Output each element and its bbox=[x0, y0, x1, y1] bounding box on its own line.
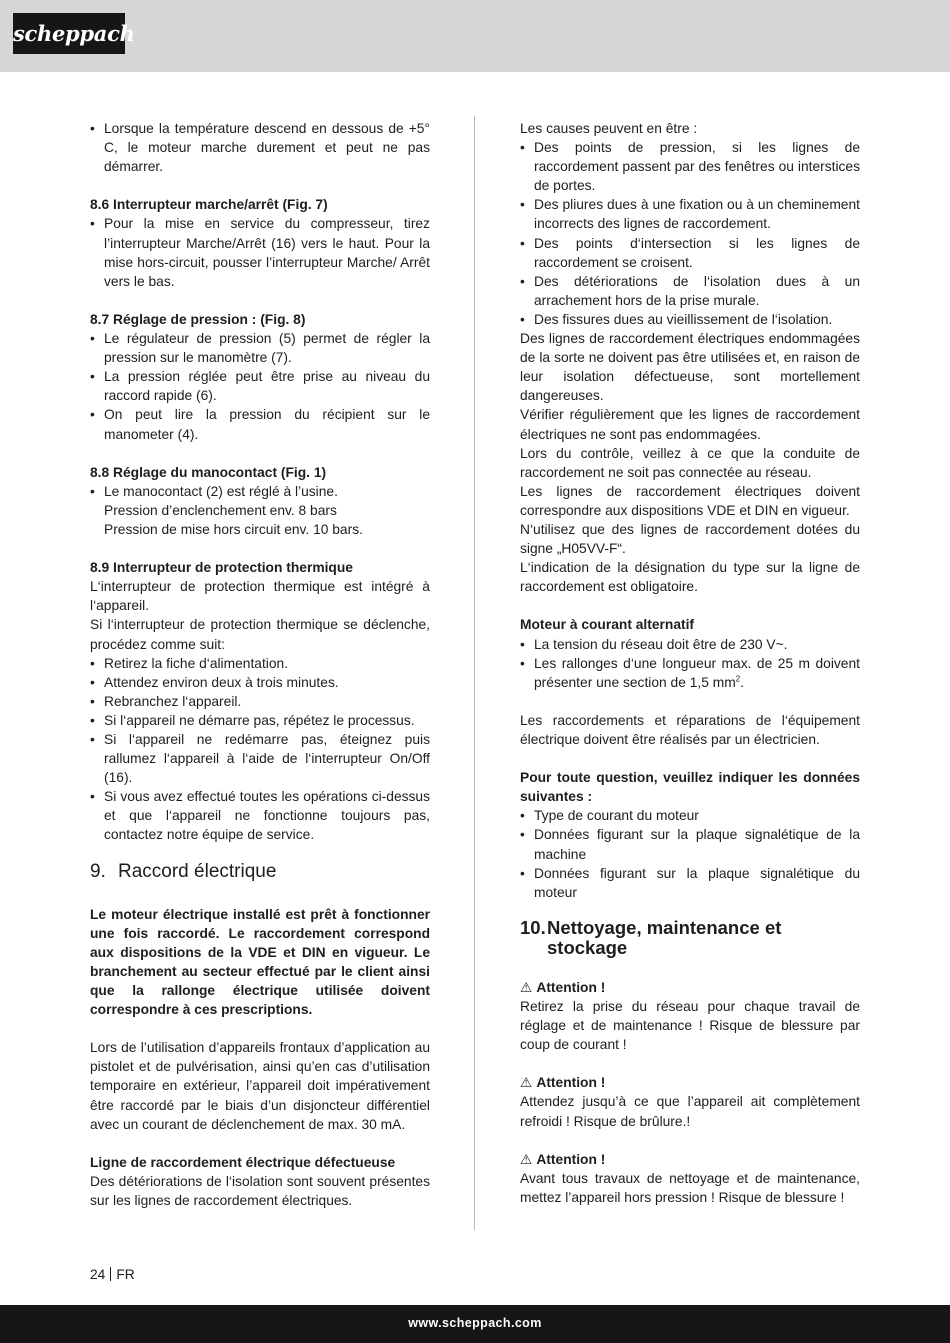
defect-line-paragraph: Des détériorations de l‘isolation sont souvent présentes sur les lignes de raccordement électriques. bbox=[90, 1173, 430, 1208]
section-8-7-list bbox=[90, 329, 430, 444]
warning-heading bbox=[520, 978, 860, 997]
warning-triangle-icon: ⚠ bbox=[520, 979, 533, 995]
conformity-paragraph: Les lignes de raccordement électriques doivent correspondre aux dispositions VDE et DIN en vigueur. bbox=[520, 483, 860, 518]
list-item: • Attendez environ deux à trois minutes. bbox=[90, 673, 430, 692]
pressure-off-text: Pression de mise hors circuit env. 10 bars. bbox=[104, 521, 363, 537]
electrician-paragraph: Les raccordements et réparations de l‘équipement électrique doivent être réalisés par un électricien. bbox=[520, 712, 860, 747]
list-item: • Données figurant sur la plaque signalétique de la machine bbox=[520, 825, 860, 863]
page-footer bbox=[0, 1305, 950, 1343]
warning-text: Retirez la prise du réseau pour chaque travail de réglage et de maintenance ! Risque de blessure par coup de courant ! bbox=[520, 998, 860, 1053]
list-item: • Pour la mise en service du compresseur, tirez l’interrupteur Marche/Arrêt (16) vers le haut. Pour la mise hors-circuit, pousser l’interrupteur Marche/ Arrêt vers le bas. bbox=[90, 214, 430, 290]
warning-title: Attention ! bbox=[536, 1075, 606, 1091]
list-item: • Des points de pression, si les lignes de raccordement passent par des fenêtres ou interstices de portes. bbox=[520, 138, 860, 195]
pressure-on-text: Pression d’enclenchement env. 8 bars bbox=[104, 502, 337, 518]
section-title-10 bbox=[520, 918, 860, 958]
warning-triangle-icon: ⚠ bbox=[520, 1075, 533, 1091]
section-heading-8-9: 8.9 Interrupteur de protection thermique bbox=[90, 560, 353, 576]
question-heading: Pour toute question, veuillez indiquer les données suivantes : bbox=[520, 770, 860, 805]
section-title-9 bbox=[90, 861, 430, 883]
type-label-paragraph: L‘indication de la désignation du type sur la ligne de raccordement est obligatoire. bbox=[520, 560, 860, 595]
list-item: • La tension du réseau doit être de 230 V~. bbox=[520, 635, 860, 654]
section-title-text: Nettoyage, maintenance et stockage bbox=[547, 916, 782, 958]
website-link[interactable]: www.scheppach.com bbox=[408, 1316, 542, 1330]
list-item: • Si l‘appareil ne redémarre pas, éteignez puis rallumez l‘appareil à l‘aide de l‘interrupteur On/Off (16). bbox=[90, 730, 430, 787]
list-item: • Données figurant sur la plaque signalétique du moteur bbox=[520, 864, 860, 902]
section-8-6-list bbox=[90, 214, 430, 290]
section-number: 10. bbox=[520, 916, 546, 938]
section-heading-8-8: 8.8 Réglage du manocontact (Fig. 1) bbox=[90, 464, 327, 480]
causes-list bbox=[520, 138, 860, 329]
defect-line-heading: Ligne de raccordement électrique défectueuse bbox=[90, 1154, 396, 1170]
list-item: • Des fissures dues au vieillissement de l‘isolation. bbox=[520, 310, 860, 329]
warning-heading bbox=[520, 1073, 860, 1092]
list-item: • Rebranchez l‘appareil. bbox=[90, 692, 430, 711]
ac-motor-heading: Moteur à courant alternatif bbox=[520, 617, 695, 633]
damaged-lines-paragraph: Des lignes de raccordement électriques endommagées de la sorte ne doivent pas être utilisées et, en raison de leur isolation défectueuse, sont mortellement dangereuses. bbox=[520, 331, 860, 404]
list-item: • Retirez la fiche d‘alimentation. bbox=[90, 654, 430, 673]
section-title-text: Raccord électrique bbox=[118, 860, 277, 882]
motor-intro-bold-paragraph: Le moteur électrique installé est prêt à fonctionner une fois raccordé. Le raccordement correspond aux dispositions de la VDE et DIN en vigueur. Le branchement au secteur effectué par le client ainsi que la rallonge électrique utilisée doivent correspondre à ces prescriptions. bbox=[90, 906, 430, 1018]
warning-heading bbox=[520, 1150, 860, 1169]
list-item: • Type de courant du moteur bbox=[520, 806, 860, 825]
list-item: • Si l‘appareil ne démarre pas, répétez le processus. bbox=[90, 711, 430, 730]
page-number-separator bbox=[110, 1267, 111, 1281]
section-heading-8-6: 8.6 Interrupteur marche/arrêt (Fig. 7) bbox=[90, 197, 328, 213]
cable-type-paragraph: N‘utilisez que des lignes de raccordement dotées du signe „H05VV-F“. bbox=[520, 521, 860, 557]
check-paragraph: Lors du contrôle, veillez à ce que la conduite de raccordement ne soit pas connectée au réseau. bbox=[520, 445, 860, 480]
section-8-8-list bbox=[90, 482, 430, 501]
list-item: • Le régulateur de pression (5) permet de régler la pression sur le manomètre (7). bbox=[90, 329, 430, 367]
list-item: • Le manocontact (2) est réglé à l’usine. bbox=[90, 482, 430, 501]
left-column bbox=[90, 119, 430, 1210]
list-item: • On peut lire la pression du récipient sur le manometer (4). bbox=[90, 405, 430, 443]
warning-title: Attention ! bbox=[536, 1151, 606, 1167]
thermal-trigger-paragraph: Si l‘interrupteur de protection thermique se déclenche, procédez comme suit: bbox=[90, 617, 430, 652]
intro-list bbox=[90, 119, 430, 176]
page-number bbox=[90, 1265, 135, 1284]
warning-title: Attention ! bbox=[536, 979, 606, 995]
extension-cable-text: Les rallonges d‘une longueur max. de 25 m doivent présenter une section de 1,5 mm bbox=[534, 655, 860, 690]
page-header bbox=[0, 0, 950, 72]
warning-text: Attendez jusqu’à ce que l’appareil ait complètement refroidi ! Risque de brûlure.! bbox=[520, 1094, 860, 1129]
list-item: • La pression réglée peut être prise au niveau du raccord rapide (6). bbox=[90, 367, 430, 405]
list-item: • Lorsque la température descend en dessous de +5° C, le moteur marche durement et peut ne pas démarrer. bbox=[90, 119, 430, 176]
sentence-end: . bbox=[740, 674, 744, 690]
thermal-switch-paragraph: L‘interrupteur de protection thermique est intégré à l‘appareil. bbox=[90, 579, 430, 614]
section-8-9-list bbox=[90, 654, 430, 845]
list-item: • Des pliures dues à une fixation ou à un cheminement incorrects des lignes de raccordement. bbox=[520, 195, 860, 233]
warning-text: Avant tous travaux de nettoyage et de maintenance, mettez l’appareil hors pression ! Risque de blessure ! bbox=[520, 1170, 860, 1205]
list-item: • Des détériorations de l‘isolation dues à un arrachement hors de la prise murale. bbox=[520, 272, 860, 310]
section-heading-8-7: 8.7 Réglage de pression : (Fig. 8) bbox=[90, 311, 306, 327]
page-number-value: 24 bbox=[90, 1267, 106, 1282]
ac-motor-list bbox=[520, 635, 860, 692]
verify-paragraph: Vérifier régulièrement que les lignes de raccordement électriques ne sont pas endommagées. bbox=[520, 407, 860, 442]
list-item: • Des points d‘intersection si les lignes de raccordement se croisent. bbox=[520, 234, 860, 272]
warning-triangle-icon: ⚠ bbox=[520, 1151, 533, 1167]
brand-logo: scheppach bbox=[13, 13, 125, 54]
list-item bbox=[520, 654, 860, 692]
question-list bbox=[520, 806, 860, 901]
language-code: FR bbox=[116, 1267, 135, 1282]
column-divider bbox=[474, 116, 475, 1230]
superscript: 2 bbox=[735, 674, 741, 684]
causes-intro: Les causes peuvent en être : bbox=[520, 121, 698, 136]
section-number: 9. bbox=[90, 860, 106, 882]
right-column bbox=[520, 119, 860, 1207]
list-item: • Si vous avez effectué toutes les opérations ci-dessus et que l‘appareil ne fonctionne toujours pas, contactez notre équipe de service. bbox=[90, 787, 430, 844]
rcd-paragraph: Lors de l’utilisation d’appareils frontaux d’application au pistolet et de pulvérisation, ainsi qu’en cas d’utilisation temporaire en extérieur, l’appareil doit impérativement être raccordé par le biais d’un disjoncteur différentiel avec un courant de déclenchement de max. 30 mA. bbox=[90, 1040, 430, 1132]
